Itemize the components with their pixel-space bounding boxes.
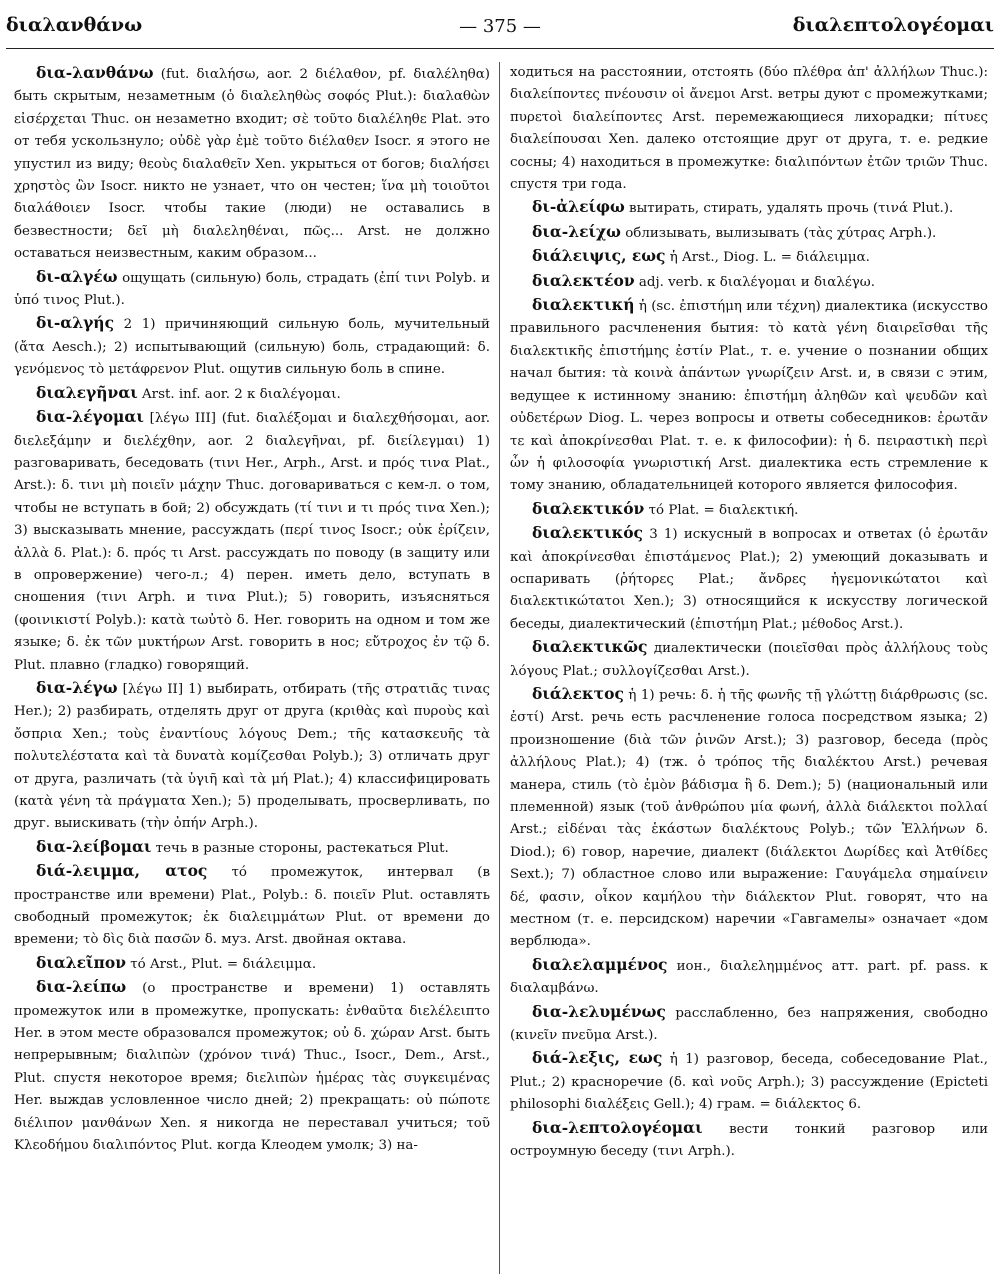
entry-headword: δια-λεπτολογέομαι (532, 1117, 703, 1137)
dictionary-entry (510, 1001, 988, 1048)
entry-headword: δια-λελυμένως (532, 1001, 666, 1021)
entry-text: [λέγω III] (fut. διαλέξομαι и διαλεχθήσομαι, aor. διελεξάμην и διελέχθην, aor. 2 διαλεγῆναι, pf. διείλεγμαι) 1) разговаривать, беседовать (τινι Her., Arph., Arst. и πρός τινα Plat., Arst.): δ. τινι μὴ ποιεῖν μάχην Thuc. договариваться с кем-л. о том, чтобы не вступать в бой; 2) обсуждать (τί τινι и τι πρός τινα Xen.); 3) высказывать мнение, рассуждать (περί τινος Isocr.; οὐκ ἐρίζειν, ἀλλὰ δ. Plat.): δ. πρός τι Arst. рассуждать по поводу (в защиту или в опровержение) чего-л.; 4) перен. иметь дело, вступать в сношения (τινι Arph. и τινα Plut.); 5) говорить, изъясняться (φοινικιστί Polyb.): κατὰ τωὐτὸ δ. Her. говорить на одном и том же языке; δ. ἐκ τῶν μυκτήρων Arst. говорить в нос; εὔτροχος ἐν τῷ δ. Plut. плавно (гладко) говорящий. (14, 411, 490, 673)
entry-headword: διαλεκτικῶς (532, 637, 648, 657)
page-header (6, 14, 994, 44)
right-running-headword: διαλεπτολογέομαι (792, 14, 994, 36)
entry-headword: διά-λεξις, εως (532, 1048, 663, 1068)
entry-text: 3 1) искусный в вопросах и ответах (ὁ ἐρωτᾶν καὶ ἀποκρίνεσθαι ἐπιστάμενος Plat.); 2) умеющий доказывать и оспаривать (ῥήτορες Plat.; ἄνδρες ἡγεμονικώτατοι καὶ διαλεκτικώτατοι Xen.); 3) относящийся к искусству логической беседы, диалектический (ἐπιστήμη Plat.; μέθοδος Arst.). (510, 527, 988, 632)
dictionary-entry (14, 406, 490, 677)
entry-headword: διαλεῖπον (36, 952, 126, 972)
entry-text: τό промежуток, интервал (в пространстве или времени) Plat., Polyb.: δ. ποιεῖν Plut. оставлять свободный промежуток; ἐκ διαλειμμάτων Plut. от времени до времени; τὸ δὶς διὰ πασῶν δ. муз. Arst. двойная октава. (14, 865, 490, 948)
dictionary-entry (510, 1117, 988, 1164)
dictionary-entry (510, 498, 988, 522)
left-running-headword: διαλανθάνω (6, 14, 143, 36)
entry-headword: δι-αλγέω (36, 266, 118, 286)
entry-text: [λέγω II] 1) выбирать, отбирать (τῆς στρατιᾶς τινας Her.); 2) разбирать, отделять друг от друга (κριθὰς καὶ πυροὺς καὶ ὄσπρια Xen.; τοὺς ἐναντίους λόγους Dem.; τῆς κατασκευῆς τὰ πολυτελέστατα καὶ τὰ δυνατὰ κομίζεσθαι Polyb.); 3) отличать друг от друга, различать (τὰ ὑγιῆ καὶ τὰ μή Plat.); 4) классифицировать (κατὰ γένη τὰ πράγματα Xen.); 5) проделывать, просверливать, по друг. выискивать (τὴν ὀπήν Arph.). (14, 681, 490, 832)
entry-text: ἡ (sc. ἐπιστήμη или τέχνη) диалектика (искусство правильного расчленения бытия: τὸ κατὰ γένη διαιρεῖσθαι τῆς διαλεκτικῆς ἐπιστήμης ἐστίν Plat., т. е. учение о познании общих начал бытия: τὰ κοινὰ ἀπάντων γνωρίζειν Arst. и, в связи с этим, ведущее к истинному знанию: ἐπιστήμη ἀληθῶν καὶ ψευδῶν καὶ οὐδετέρων Diog. L. через вопросы и ответы собеседников: ἐρωτᾶν τε καὶ ἀποκρίνεσθαι Plat. т. е. к философии): ἡ δ. πειραστικὴ περὶ ὧν ἡ φιλοσοφία γνωριστική Arst. диалектика есть стремление к тому знанию, обладательницей которого является философия. (510, 299, 988, 494)
entry-text: ἡ Arst., Diog. L. = διάλειμμα. (669, 250, 870, 266)
dictionary-entry (14, 836, 490, 860)
right-column (510, 62, 988, 1274)
dictionary-entry (14, 62, 490, 266)
dictionary-entry (510, 522, 988, 636)
entry-text: облизывать, вылизывать (τὰς χύτρας Arph.). (625, 225, 937, 241)
dictionary-entry (14, 860, 490, 952)
dictionary-entry (510, 294, 988, 498)
entry-headword: δια-λέγω (36, 677, 118, 697)
entry-text: Arst. inf. aor. 2 к διαλέγομαι. (142, 386, 341, 402)
dictionary-entry (510, 221, 988, 245)
dictionary-entry (14, 952, 490, 976)
entry-text: ощущать (сильную) боль, страдать (ἐπί τινι Polyb. и ὑπό τινος Plut.). (14, 270, 490, 309)
entry-text: adj. verb. к διαλέγομαι и διαλέγω. (638, 274, 875, 290)
entry-text: (о пространстве и времени) 1) оставлять промежуток или в промежутке, пропускать: ἐνθαῦτα διελέλειπτο Her. в этом месте образовался промежуток; οὐ δ. χώραν Arst. быть непрерывным; διαλιπὼν (χρόνον τινά) Thuc., Isocr., Dem., Arst., Plut. спустя некоторое время; διελιπὼν ἡμέρας τὰς συγκειμένας Her. выждав условленное число дней; 2) прекращать: οὐ πώποτε διέλιπον μανθάνων Xen. я никогда не переставал учиться; τοῦ Κλεοδήμου διαλιπόντος Plut. когда Клеодем умолк; 3) на- (14, 981, 490, 1154)
entry-text: расслабленно, без напряжения, свободно (κινεῖν πνεῦμα Arst.). (510, 1005, 988, 1044)
entry-headword: δια-λανθάνω (36, 63, 154, 82)
entry-headword: διαλεκτικός (532, 523, 643, 543)
dictionary-entry (14, 266, 490, 313)
column-divider (499, 62, 500, 1274)
entry-text: вытирать, стирать, удалять прочь (τινά Plut.). (629, 201, 954, 217)
entry-headword: δι-αλγής (36, 313, 115, 333)
entry-text: ἡ 1) разговор, беседа, собеседование Plat., Plut.; 2) красноречие (δ. καὶ νοῦς Arph.); 3) рассуждение (Epicteti philosophi διαλέξεις Gell.); 4) грам. = διάλεκτος 6. (510, 1052, 988, 1113)
dictionary-entry (510, 245, 988, 269)
dictionary-entry (14, 312, 490, 381)
entry-text: τό Plat. = διαλεκτική. (648, 502, 799, 518)
dictionary-entry (14, 382, 490, 406)
dictionary-entry (510, 954, 988, 1001)
dictionary-entry (510, 196, 988, 220)
dictionary-entry (14, 677, 490, 836)
dictionary-entry (510, 636, 988, 683)
entry-headword: δια-λείχω (532, 221, 621, 241)
entry-headword: διά-λειμμα, ατος (36, 861, 208, 881)
entry-text: ион., διαλελημμένος атт. part. pf. pass. к διαλαμβάνω. (510, 958, 988, 997)
entry-text: 2 1) причиняющий сильную боль, мучительный (ἄτα Aesch.); 2) испытывающий (сильную) боль, страдающий: δ. γενόμενος τὸ μετάφρενον Plut. ощутив сильную боль в спине. (14, 317, 490, 378)
entry-headword: διάλεκτος (532, 683, 624, 703)
entry-headword: δια-λείβομαι (36, 836, 152, 856)
dictionary-entry (510, 270, 988, 294)
entry-headword: διαλεγῆναι (36, 382, 138, 402)
entry-headword: δι-ἀλείφω (532, 197, 625, 217)
entry-text: течь в разные стороны, растекаться Plut. (155, 840, 449, 856)
page-number: — 375 — (459, 16, 541, 37)
entry-text: τό Arst., Plut. = διάλειμμα. (130, 956, 317, 972)
dictionary-entry (14, 976, 490, 1157)
entry-text: вести тонкий разговор или остроумную беседу (τινι Arph.). (510, 1121, 988, 1160)
entry-text: ἡ 1) речь: δ. ἡ τῆς φωνῆς τῇ γλώττῃ διάρθρωσις (sc. ἐστί) Arst. речь есть расчленение голоса посредством языка; 2) произношение (διὰ τῶν ῥινῶν Arst.); 3) разговор, беседа (πρὸς ἀλλήλους Plat.); 4) (тж. ὁ τρόπος τῆς διαλέκτου Arst.) речевая манера, стиль (τὸ ἐμὸν βάδισμα ἢ δ. Dem.); 5) (национальный или племенной) язык (τοῦ ἀνθρώπου μία φωνή, ἀλλὰ διάλεκτοι πολλαί Arst.; εἰδέναι τὰς ἑκάστων διαλέκτους Polyb.; τῶν Ἑλλήνων δ. Diod.); 6) говор, наречие, диалект (διάλεκτοι Δωρίδες καὶ Ἀτθίδες Sext.); 7) областное слово или выражение: Γαυγάμελα σημαίνειν δέ, φασιν, οἶκον καμήλου τὴν διάλεκτον Plut. говорят, что на местном (т. е. персидском) наречии «Гавгамелы» означает «дом верблюда». (510, 687, 988, 950)
entry-headword: διαλελαμμένος (532, 954, 668, 974)
left-column (14, 62, 490, 1274)
dictionary-entry (510, 683, 988, 954)
entry-text: ходиться на расстоянии, отстоять (δύο πλέθρα ἀπ' ἀλλήλων Thuc.): διαλείποντες πνέουσιν οἱ ἄνεμοι Arst. ветры дуют с промежутками; πυρετοὶ διαλείποντες Arst. перемежающиеся лихорадки; πίτυες διαλείπουσαι Xen. далеко отстоящие друг от друга, т. е. редкие сосны; 4) находиться в промежутке: διαλιπόντων ἐτῶν τριῶν Thuc. спустя три года. (510, 65, 988, 193)
entry-text: диалектически (ποιεῖσθαι πρὸς ἀλλήλους τοὺς λόγους Plat.; συλλογίζεσθαι Arst.). (510, 641, 988, 679)
entry-headword: δια-λείπω (36, 977, 127, 997)
entry-headword: διαλεκτικόν (532, 498, 645, 518)
header-rule (6, 48, 994, 49)
entry-headword: δια-λέγομαι (36, 407, 144, 427)
entry-headword: διάλειψις, εως (532, 246, 666, 266)
dictionary-entry (510, 62, 988, 196)
entry-headword: διαλεκτέον (532, 270, 635, 290)
dictionary-entry (510, 1047, 988, 1116)
entry-headword: διαλεκτική (532, 295, 635, 315)
entry-text: (fut. διαλήσω, aor. 2 διέλαθον, pf. διαλέληθα) быть скрытым, незаметным (ὁ διαλεληθὼς σοφός Plut.): διαλαθὼν εἰσέρχεται Thuc. он незаметно входит; σὲ τοῦτο διαλέληθε Plat. это от тебя ускользнуло; οὐδὲ γὰρ ἐμὲ τοῦτο διέλαθεν Isocr. я этого не упустил из виду; θεοὺς διαλαθεῖν Xen. укрыться от богов; διαλήσει χρηστὸς ὢν Isocr. никто не узнает, что он честен; ἵνα μὴ τοιοῦτοι διαλάθοιεν Isocr. чтобы такие (люди) не оставались в безвестности; δεῖ μὴ διαλεληθέναι, πῶς... Arst. не должно оставаться неизвестным, каким образом... (14, 67, 490, 262)
